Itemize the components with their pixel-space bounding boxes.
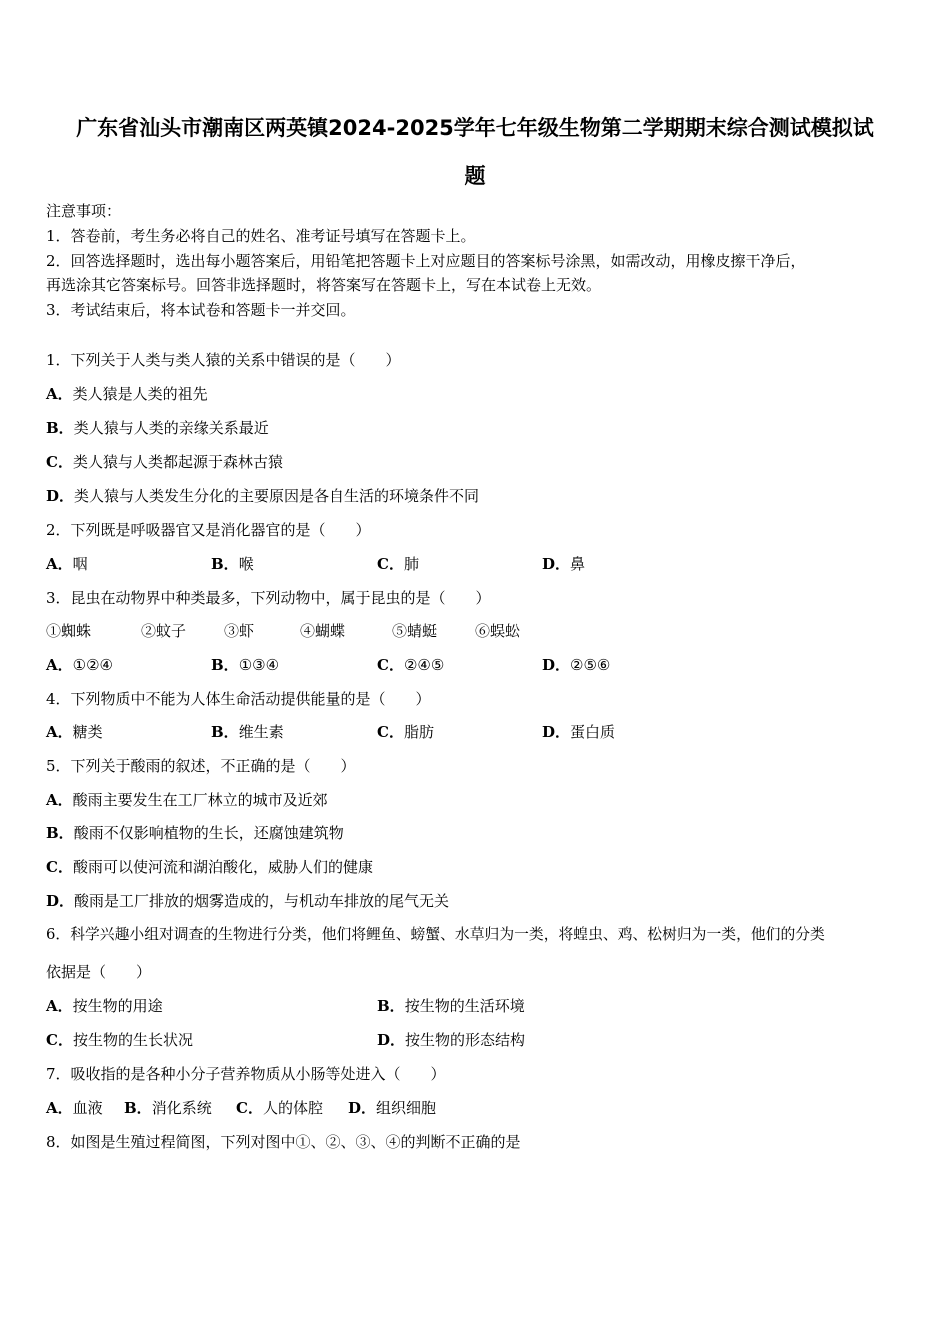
option-text: 酸雨不仅影响植物的生长，还腐蚀建筑物	[73, 824, 344, 842]
option-text: 肺	[403, 555, 419, 573]
option-text: 人的体腔	[262, 1099, 323, 1117]
option-text: ①②④	[72, 656, 113, 674]
option-label: C．	[46, 1031, 73, 1049]
q5-option-b	[46, 823, 344, 843]
q5-stem: 5．下列关于酸雨的叙述，不正确的是（ ）	[46, 757, 356, 775]
option-label: C．	[46, 858, 73, 876]
notice-item-3: 3．考试结束后，将本试卷和答题卡一并交回。	[46, 301, 356, 319]
option-text: 酸雨可以使河流和湖泊酸化，威胁人们的健康	[72, 858, 373, 876]
option-label: B．	[124, 1099, 152, 1117]
option-text: 类人猿与人类都起源于森林古猿	[72, 453, 283, 471]
option-label: D．	[348, 1099, 377, 1117]
option-label: A．	[46, 791, 73, 809]
option-text: 组织细胞	[376, 1099, 437, 1117]
option-label: A．	[46, 555, 73, 573]
q1-option-b	[46, 418, 269, 438]
option-label: A．	[46, 1099, 73, 1117]
option-text: 糖类	[72, 723, 103, 741]
option-label: B．	[46, 419, 74, 437]
option-text: 类人猿是人类的祖先	[72, 385, 208, 403]
option-label: D．	[377, 1031, 406, 1049]
q1-option-a	[46, 384, 208, 404]
option-label: B．	[377, 997, 405, 1015]
q2-option-d	[542, 554, 585, 574]
q6-option-d	[377, 1030, 525, 1050]
q5-option-a	[46, 790, 328, 810]
option-label: A．	[46, 385, 73, 403]
option-text: ②④⑤	[403, 656, 445, 674]
option-label: B．	[211, 555, 239, 573]
q1-option-d	[46, 486, 479, 506]
option-label: B．	[211, 656, 239, 674]
option-label: C．	[377, 555, 404, 573]
option-text: 消化系统	[151, 1099, 212, 1117]
option-text: 鼻	[570, 555, 586, 573]
q7-option-d	[348, 1098, 436, 1118]
q3-stem: 3．昆虫在动物界中种类最多，下列动物中，属于昆虫的是（ ）	[46, 589, 491, 607]
option-text: 按生物的形态结构	[405, 1031, 526, 1049]
option-label: B．	[211, 723, 239, 741]
option-label: D．	[46, 487, 75, 505]
option-text: 酸雨主要发生在工厂林立的城市及近郊	[72, 791, 328, 809]
q5-option-d	[46, 891, 449, 911]
q6-stem-line1: 6．科学兴趣小组对调查的生物进行分类，他们将鲤鱼、螃蟹、水草归为一类，将蝗虫、鸡、松树归为一类，他们的分类	[46, 926, 825, 943]
option-text: 类人猿与人类的亲缘关系最近	[73, 419, 269, 437]
notice-item-2-cont: 再选涂其它答案标号。回答非选择题时，将答案写在答题卡上，写在本试卷上无效。	[46, 276, 602, 294]
option-text: 血液	[72, 1099, 103, 1117]
option-text: ②⑤⑥	[570, 656, 611, 674]
option-text: 喉	[238, 555, 254, 573]
q3-option-b	[211, 655, 279, 675]
q2-option-a	[46, 554, 88, 574]
q3-option-c	[377, 655, 444, 675]
q3-option-a	[46, 655, 113, 675]
q3-item: ①蜘蛛	[46, 622, 92, 640]
q7-option-a	[46, 1098, 103, 1118]
option-label: B．	[46, 824, 74, 842]
q3-item: ③虾	[224, 622, 255, 640]
q2-option-b	[211, 554, 254, 574]
q3-item: ⑥蜈蚣	[475, 622, 521, 640]
q2-stem: 2．下列既是呼吸器官又是消化器官的是（ ）	[46, 521, 371, 539]
q7-option-b	[124, 1098, 212, 1118]
option-label: A．	[46, 997, 73, 1015]
option-label: D．	[46, 892, 75, 910]
q4-option-d	[542, 722, 615, 742]
q7-stem: 7．吸收指的是各种小分子营养物质从小肠等处进入（ ）	[46, 1065, 446, 1083]
q6-stem-line2: 依据是（ ）	[46, 963, 152, 981]
notice-item-1: 1．答卷前，考生务必将自己的姓名、准考证号填写在答题卡上。	[46, 227, 476, 245]
option-label: D．	[542, 656, 571, 674]
q4-option-a	[46, 722, 103, 742]
q2-option-c	[377, 554, 419, 574]
option-label: D．	[542, 723, 571, 741]
q6-option-c	[46, 1030, 193, 1050]
q6-option-b	[377, 996, 525, 1016]
option-text: 按生物的用途	[72, 997, 163, 1015]
q4-option-c	[377, 722, 434, 742]
option-text: 酸雨是工厂排放的烟雾造成的，与机动车排放的尾气无关	[74, 892, 450, 910]
option-text: 按生物的生活环境	[404, 997, 525, 1015]
q3-option-d	[542, 655, 610, 675]
option-label: C．	[377, 656, 404, 674]
option-label: A．	[46, 656, 73, 674]
q4-stem: 4．下列物质中不能为人体生命活动提供能量的是（ ）	[46, 690, 431, 708]
q7-option-c	[236, 1098, 323, 1118]
option-text: ①③④	[238, 656, 280, 674]
option-label: D．	[542, 555, 571, 573]
q1-option-c	[46, 452, 283, 472]
q4-option-b	[211, 722, 284, 742]
option-label: C．	[46, 453, 73, 471]
option-label: A．	[46, 723, 73, 741]
option-text: 咽	[72, 555, 88, 573]
notice-heading: 注意事项：	[46, 202, 122, 220]
notice-item-2: 2．回答选择题时，选出每小题答案后，用铅笔把答题卡上对应题目的答案标号涂黑，如需改动，用橡皮擦干净后，	[46, 252, 806, 270]
q3-item: ④蝴蝶	[300, 622, 346, 640]
option-text: 按生物的生长状况	[72, 1031, 193, 1049]
option-text: 类人猿与人类发生分化的主要原因是各自生活的环境条件不同	[74, 487, 480, 505]
q8-stem: 8．如图是生殖过程简图，下列对图中①、②、③、④的判断不正确的是	[46, 1133, 521, 1151]
exam-title-line2: 题	[464, 164, 486, 188]
q6-option-a	[46, 996, 163, 1016]
q1-stem: 1．下列关于人类与类人猿的关系中错误的是（ ）	[46, 351, 401, 369]
option-text: 蛋白质	[570, 723, 616, 741]
option-label: C．	[377, 723, 404, 741]
exam-title-line1: 广东省汕头市潮南区两英镇2024-2025学年七年级生物第二学期期末综合测试模拟试	[76, 116, 874, 140]
option-text: 脂肪	[403, 723, 434, 741]
q3-item: ②蚊子	[141, 622, 187, 640]
q5-option-c	[46, 857, 373, 877]
option-label: C．	[236, 1099, 263, 1117]
q3-item: ⑤蜻蜓	[392, 622, 438, 640]
option-text: 维生素	[238, 723, 284, 741]
